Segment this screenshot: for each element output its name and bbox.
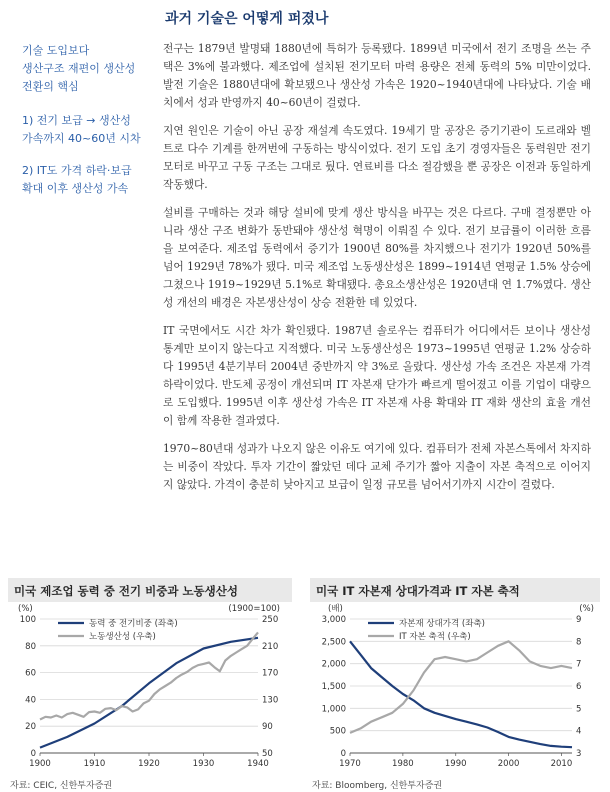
page-title: 과거 기술은 어떻게 퍼졌나: [165, 11, 329, 27]
right-tick-label: 250: [262, 615, 279, 625]
x-tick-label: 1980: [392, 759, 414, 769]
x-tick-label: 1990: [444, 759, 467, 769]
right-tick-label: 6: [576, 682, 582, 692]
x-tick-label: 1920: [138, 759, 160, 769]
left-tick-label: 40: [25, 695, 36, 706]
legend-label: IT 자본 축적 (우축): [399, 632, 471, 642]
legend-label: 자본재 상대가격 (좌축): [399, 619, 485, 629]
chart2-title: 미국 IT 자본재 상대가격과 IT 자본 축적: [316, 584, 520, 598]
legend-label: 노동생산성 (우축): [89, 632, 156, 642]
right-tick-label: 50: [262, 749, 273, 759]
paragraph: 설비를 구매하는 것과 해당 설비에 맞게 생산 방식을 바꾸는 것은 다르다. 구매 결정뿐만 아니라 생산 구조 변화가 동반돼야 생산성 혁명이 이뤄질 수 있다. 전기 보급률이 이러한 흐름을 보여준다. 제조업 동력에서 증기가 1900년 80%를 차지했으나 전기가 1920년 50%를 넘어 1929년 78%가 됐다. 미국 제조업 노동생산성은 1899~1914년 연평균 1.5% 상승에 그쳤으나 1919~1929년 5.1%로 확대됐다. 총요소생산성은 1920년대 연 1.7%였다. 생산성 개선의 배경은 자본생산성이 상승 전환한 데 있었다.: [163, 206, 591, 309]
sidebar-line: 2) IT도 가격 하락·보급: [22, 164, 132, 177]
left-tick-label: 2,000: [321, 659, 346, 670]
paragraph: 전구는 1879년 발명돼 1880년에 특허가 등록됐다. 1899년 미국에서 전기 조명을 쓰는 주택은 3%에 불과했다. 제조업에 설치된 전기모터 마력 용량은 전체 동력의 5% 미만이었다. 발전 기술은 1880년대에 확보됐으나 생산성 가속은 1920~1940년대에 나타났다. 기술 배치에서 성과 반영까지 40~60년이 걸렸다.: [163, 42, 591, 109]
paragraph: 지연 원인은 기술이 아닌 공장 재설계 속도였다. 19세기 말 공장은 증기기관이 도르래와 벨트로 다수 기계를 한꺼번에 구동하는 방식이었다. 전기 도입 초기 경영자들은 동력원만 전기모터로 바꾸고 구동 구조는 그대로 뒀다. 연료비를 다소 절감했을 뿐 공장은 이전과 동일하게 작동했다.: [163, 124, 591, 191]
sidebar-line: 확대 이후 생산성 가속: [22, 182, 129, 195]
chart1-svg: [8, 603, 292, 775]
left-tick-label: 20: [25, 722, 36, 733]
x-tick-label: 1910: [83, 759, 106, 769]
series-line: [40, 638, 258, 748]
x-tick-label: 1940: [247, 759, 269, 769]
x-tick-label: 1930: [192, 759, 215, 769]
right-tick-label: 9: [576, 615, 582, 625]
paragraph: 1970~80년대 성과가 나오지 않은 이유도 여기에 있다. 컴퓨터가 전체 자본스톡에서 차지하는 비중이 작았다. 투자 기간이 짧았던 데다 교체 주기가 짧아 지출이 자본 축적으로 이어지지 않았다. 가격이 충분히 낮아지고 보급이 일정 규모를 넘어서기까지 시간이 걸렸다.: [163, 442, 591, 491]
left-tick-label: 1,500: [321, 682, 346, 692]
left-tick-label: 3,000: [321, 615, 346, 625]
left-tick-label: 0: [340, 749, 346, 759]
left-tick-label: 2,500: [321, 637, 346, 648]
right-tick-label: 4: [576, 726, 582, 737]
sidebar-line: 가속까지 40~60년 시차: [22, 132, 141, 145]
sidebar-line: 기술 도입보다: [22, 44, 90, 57]
series-line: [350, 641, 572, 733]
sidebar-point-1: [22, 112, 157, 148]
sidebar-line: 1) 전기 보급 → 생산성: [22, 114, 131, 127]
article-body: [163, 40, 591, 504]
right-tick-label: 7: [576, 659, 582, 670]
left-tick-label: 500: [329, 726, 346, 737]
x-tick-label: 2010: [550, 759, 573, 769]
right-tick-label: 8: [576, 637, 582, 648]
x-tick-label: 1900: [29, 759, 51, 769]
right-tick-label: 3: [576, 749, 582, 759]
sidebar-line: 전환의 핵심: [22, 80, 79, 93]
chart2-svg: [310, 603, 600, 775]
sidebar-line: 생산구조 재편이 생산성: [22, 62, 136, 75]
right-tick-label: 5: [576, 704, 582, 715]
right-tick-label: 170: [262, 668, 279, 679]
sidebar-summary: [22, 42, 157, 96]
left-unit: (%): [18, 604, 33, 614]
paragraph: IT 국면에서도 시간 차가 확인됐다. 1987년 솔로우는 컴퓨터가 어디에서든 보이나 생산성 통계만 보이지 않는다고 지적했다. 미국 노동생산성은 1973~1995년 연평균 1.2% 상승하다 1995년 4분기부터 2004년 중반까지 약 3%로 올랐다. 생산성 가속 조건은 자본재 가격 하락이었다. 반도체 공정이 개선되며 IT 자본재 단가가 빠르게 떨어졌고 이를 기업이 대량으로 도입했다. 1995년 이후 생산성 가속은 IT 자본재 사용 확대와 IT 재화 생산의 효율 개선이 함께 작용한 결과였다.: [163, 324, 591, 427]
left-tick-label: 0: [30, 749, 36, 759]
right-unit: (%): [579, 604, 594, 614]
chart1-source: 자료: CEIC, 신한투자증권: [10, 781, 113, 791]
left-tick-label: 60: [25, 668, 36, 679]
right-tick-label: 90: [262, 722, 273, 733]
sidebar-point-2: [22, 162, 157, 198]
x-tick-label: 2000: [497, 759, 520, 769]
left-tick-label: 80: [25, 641, 36, 652]
left-unit: (배): [328, 604, 343, 614]
series-line: [350, 641, 572, 747]
chart2-source: 자료: Bloomberg, 신한투자증권: [312, 781, 443, 791]
x-tick-label: 1970: [339, 759, 361, 769]
left-tick-label: 100: [19, 615, 36, 625]
legend-label: 동력 중 전기비중 (좌축): [89, 619, 178, 629]
chart1-title: 미국 제조업 동력 중 전기 비중과 노동생산성: [14, 584, 238, 598]
right-unit: (1900=100): [228, 604, 280, 614]
right-tick-label: 210: [262, 641, 279, 652]
left-tick-label: 1,000: [321, 704, 346, 715]
right-tick-label: 130: [262, 695, 279, 706]
